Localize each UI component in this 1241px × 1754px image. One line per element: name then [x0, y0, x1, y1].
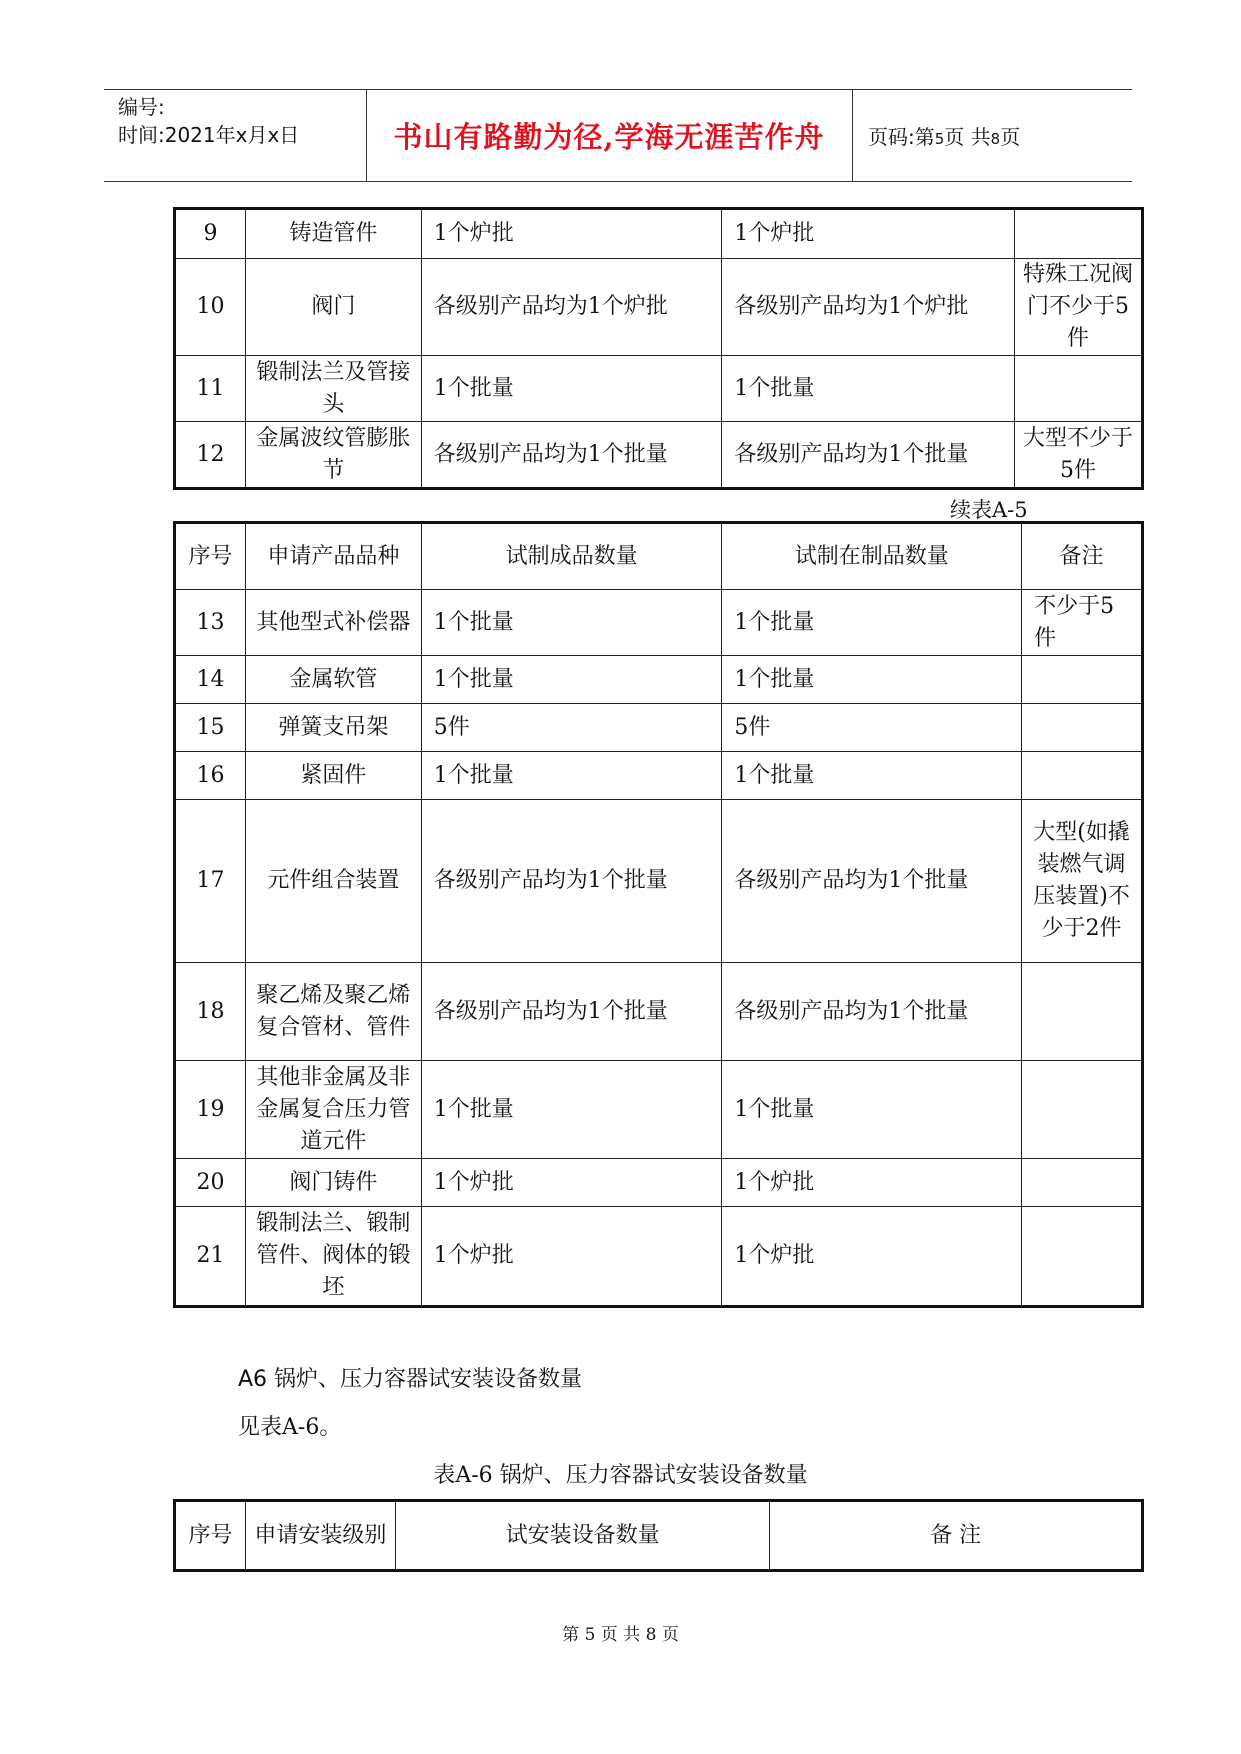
section-title: A6 锅炉、压力容器试安装设备数量: [238, 1367, 583, 1392]
cell-note: [1022, 1061, 1142, 1159]
cell-no: 21: [176, 1207, 246, 1306]
cell-name: 聚乙烯及聚乙烯复合管材、管件: [245, 963, 421, 1061]
cell-wip: 各级别产品均为1个炉批: [722, 259, 1015, 356]
table-header-row: [176, 524, 1142, 590]
cell-no: 20: [176, 1159, 246, 1207]
cell-note: 不少于5件: [1022, 590, 1142, 656]
table-row: [176, 1159, 1142, 1207]
cell-name: 元件组合装置: [245, 800, 421, 963]
page-mid: 页 共: [944, 125, 991, 149]
cell-no: 15: [176, 704, 246, 752]
page-total: 8: [990, 130, 1001, 148]
cell-finished: 1个批量: [421, 656, 722, 704]
header-no: 序号: [176, 1502, 246, 1570]
cell-name: 紧固件: [245, 752, 421, 800]
cell-note: [1022, 752, 1142, 800]
table-row: [176, 259, 1142, 356]
header-note: 备注: [1022, 524, 1142, 590]
time-label: 时间:2021年x月x日: [118, 123, 300, 147]
cell-note: [1022, 1159, 1142, 1207]
table-header-row: [176, 1502, 1142, 1570]
cell-name: 阀门铸件: [245, 1159, 421, 1207]
page-suffix: 页: [1000, 125, 1021, 149]
header-finished: 试制成品数量: [421, 524, 722, 590]
header-motto: 书山有路勤为径,学海无涯苦作舟: [393, 120, 825, 154]
header-top-rule: [104, 89, 1132, 90]
cell-name: 阀门: [245, 259, 421, 356]
table-row: [176, 704, 1142, 752]
cell-no: 9: [176, 210, 246, 259]
table-row: [176, 356, 1142, 422]
page-number: 5: [934, 130, 945, 148]
cell-wip: 各级别产品均为1个批量: [722, 963, 1022, 1061]
table-row: [176, 210, 1142, 259]
table-row: [176, 963, 1142, 1061]
cell-name: 弹簧支吊架: [245, 704, 421, 752]
page-footer: 第 5 页 共 8 页: [562, 1625, 679, 1645]
cell-finished: 各级别产品均为1个批量: [421, 963, 722, 1061]
header-wip: 试制在制品数量: [722, 524, 1022, 590]
cell-finished: 各级别产品均为1个炉批: [421, 259, 722, 356]
header-note: 备 注: [770, 1502, 1142, 1570]
cell-note: [1022, 963, 1142, 1061]
cell-finished: 1个炉批: [421, 210, 722, 259]
cell-name: 金属软管: [245, 656, 421, 704]
cell-finished: 各级别产品均为1个批量: [421, 422, 722, 488]
cell-name: 其他非金属及非金属复合压力管道元件: [245, 1061, 421, 1159]
header-page-info: [868, 121, 1020, 150]
cell-name: 铸造管件: [245, 210, 421, 259]
table-row: [176, 800, 1142, 963]
cell-name: 锻制法兰、锻制管件、阀体的锻坯: [245, 1207, 421, 1306]
cell-wip: 1个批量: [722, 1061, 1022, 1159]
header-meta: [118, 93, 299, 149]
cell-finished: 1个批量: [421, 752, 722, 800]
cell-note: [1022, 704, 1142, 752]
cell-name: 其他型式补偿器: [245, 590, 421, 656]
table-row: [176, 590, 1142, 656]
see-table-text: 见表A-6。: [238, 1415, 342, 1440]
cell-note: 大型(如撬装燃气调压装置)不少于2件: [1022, 800, 1142, 963]
cell-no: 12: [176, 422, 246, 488]
cell-no: 13: [176, 590, 246, 656]
table-a6: [175, 1501, 1142, 1570]
table-row: [176, 1061, 1142, 1159]
header-bottom-rule: [104, 181, 1132, 182]
cell-finished: 1个批量: [421, 590, 722, 656]
table-a6-caption: 表A-6 锅炉、压力容器试安装设备数量: [433, 1463, 808, 1488]
header-install-level: 申请安装级别: [245, 1502, 395, 1570]
table-row: [176, 656, 1142, 704]
cell-no: 10: [176, 259, 246, 356]
cell-finished: 各级别产品均为1个批量: [421, 800, 722, 963]
cell-wip: 各级别产品均为1个批量: [722, 422, 1015, 488]
page-header: [104, 89, 1132, 182]
cell-finished: 1个批量: [421, 356, 722, 422]
cell-name: 金属波纹管膨胀节: [245, 422, 421, 488]
table-row: [176, 752, 1142, 800]
cell-no: 17: [176, 800, 246, 963]
cell-wip: 1个批量: [722, 356, 1015, 422]
table-a5-part2: [175, 523, 1142, 1306]
cell-name: 锻制法兰及管接头: [245, 356, 421, 422]
cell-wip: 1个批量: [722, 656, 1022, 704]
header-name: 申请产品品种: [245, 524, 421, 590]
cell-wip: 1个炉批: [722, 210, 1015, 259]
header-divider-right: [852, 89, 853, 181]
cell-wip: 5件: [722, 704, 1022, 752]
cell-wip: 1个炉批: [722, 1159, 1022, 1207]
cell-note: [1022, 1207, 1142, 1306]
header-install-qty: 试安装设备数量: [395, 1502, 770, 1570]
cell-no: 19: [176, 1061, 246, 1159]
cell-wip: 1个炉批: [722, 1207, 1022, 1306]
cell-no: 16: [176, 752, 246, 800]
table-row: [176, 422, 1142, 488]
cell-note: [1015, 210, 1142, 259]
cell-no: 11: [176, 356, 246, 422]
cell-finished: 1个批量: [421, 1061, 722, 1159]
cell-note: [1022, 656, 1142, 704]
table-a5-part1: [175, 209, 1142, 488]
cell-wip: 1个批量: [722, 752, 1022, 800]
cell-note: 大型不少于5件: [1015, 422, 1142, 488]
serial-label: 编号:: [118, 95, 165, 119]
page-prefix: 页码:第: [868, 125, 935, 149]
cell-note: 特殊工况阀门不少于5件: [1015, 259, 1142, 356]
cell-wip: 各级别产品均为1个批量: [722, 800, 1022, 963]
cell-finished: 1个炉批: [421, 1207, 722, 1306]
table-row: [176, 1207, 1142, 1306]
cell-finished: 1个炉批: [421, 1159, 722, 1207]
header-no: 序号: [176, 524, 246, 590]
cell-no: 18: [176, 963, 246, 1061]
cell-no: 14: [176, 656, 246, 704]
cell-note: [1015, 356, 1142, 422]
cell-wip: 1个批量: [722, 590, 1022, 656]
cell-finished: 5件: [421, 704, 722, 752]
continued-caption: 续表A-5: [950, 498, 1028, 522]
